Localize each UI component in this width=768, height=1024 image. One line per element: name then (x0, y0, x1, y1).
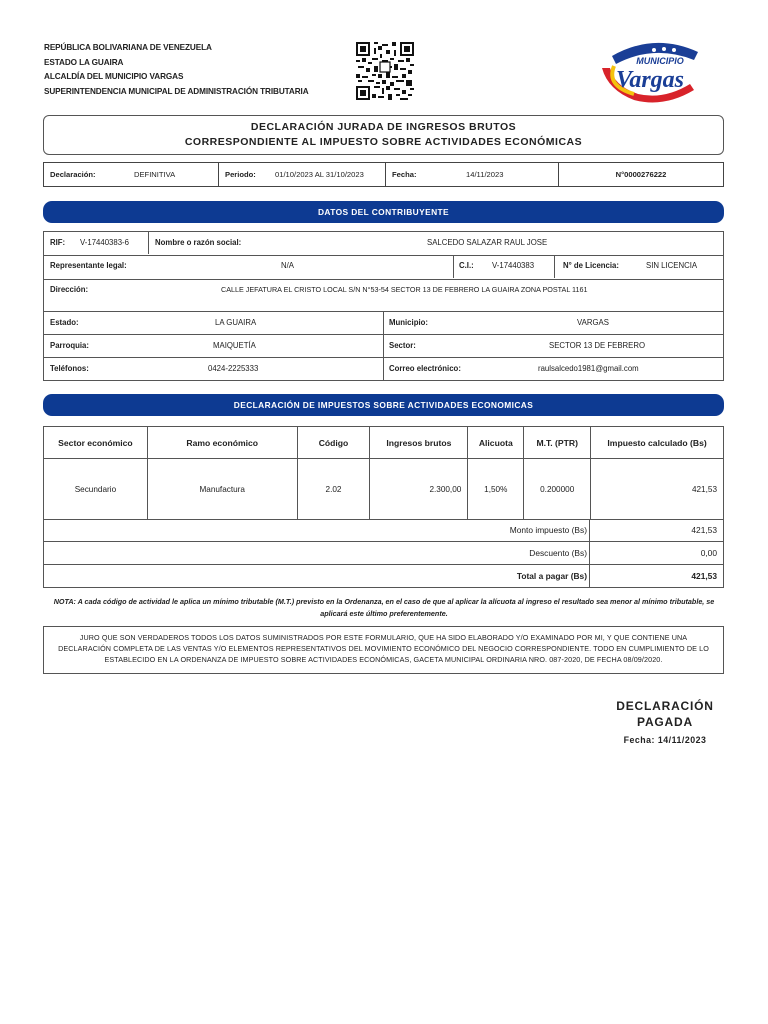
municipio-label: Municipio: (389, 318, 428, 327)
table-cell: 0.200000 (524, 459, 591, 520)
numero-declaracion: N°0000276222 (615, 170, 667, 179)
logo-vargas-text: Vargas (615, 67, 685, 93)
estado-pago-line-2: PAGADA (637, 715, 693, 729)
issuer-header (44, 41, 309, 99)
declaracion-juramento: JURO QUE SON VERDADEROS TODOS LOS DATOS SUMINISTRADOS POR ESTE FORMULARIO, QUE HA SIDO ELABORADO Y/O EXAMINADO POR MI, Y QUE CONTIENE UNA DECLARACIÓN COMPLETA DE LAS VENTAS Y/O ELEMENTOS REPRESENTATIVOS DEL MOVIMIENTO ECONÓMICO DEL NEGOCIO CORRESPONDIENTE. TODO EN CUMPLIMIENTO DE LO ESTABLECIDO EN LA ORDENANZA DE IMPUESTO SOBRE ACTIVIDADES ECONÓMICAS, GACETA MUNICIPAL ORDINARIA NRO. 087-2020, DE FECHA 08/09/2020. (43, 626, 724, 674)
table-cell: 421,53 (591, 459, 724, 520)
monto-impuesto-row (43, 519, 724, 542)
logo-municipio-text: MUNICIPIO (636, 56, 684, 66)
descuento-label: Descuento (Bs) (529, 548, 587, 558)
ci-value: V-17440383 (492, 261, 535, 270)
col-header: Ingresos brutos (370, 427, 468, 459)
total-pagar-row (43, 565, 724, 588)
table-cell: 2.02 (297, 459, 370, 520)
correo-value: raulsalcedo1981@gmail.com (538, 364, 639, 373)
contribuyente-grid (43, 231, 724, 312)
section-band-impuestos: DECLARACIÓN DE IMPUESTOS SOBRE ACTIVIDADES ECONOMICAS (43, 394, 724, 416)
col-header: Impuesto calculado (Bs) (591, 427, 724, 459)
estado-pago (610, 698, 720, 730)
nombre-value: SALCEDO SALAZAR RAUL JOSE (427, 238, 548, 247)
table-cell: 2.300,00 (370, 459, 468, 520)
periodo-cell (219, 163, 386, 186)
sector-label: Sector: (389, 341, 416, 350)
monto-impuesto-value: 421,53 (691, 525, 717, 535)
rif-label: RIF: (50, 238, 66, 247)
document-title (43, 115, 724, 155)
col-header: Código (297, 427, 370, 459)
telefonos-value: 0424-2225333 (208, 364, 259, 373)
actividades-table (43, 426, 724, 520)
fecha-value: 14/11/2023 (466, 170, 504, 179)
licencia-value: SIN LICENCIA (646, 261, 698, 270)
table-cell: Manufactura (147, 459, 297, 520)
title-line-2: CORRESPONDIENTE AL IMPUESTO SOBRE ACTIVIDADES ECONÓMICAS (184, 136, 583, 148)
descuento-value: 0,00 (700, 548, 717, 558)
sector-value: SECTOR 13 DE FEBRERO (549, 341, 646, 350)
col-header: Alicuota (468, 427, 524, 459)
col-header: Sector económico (44, 427, 148, 459)
nombre-label: Nombre o razón social: (155, 238, 242, 247)
representante-label: Representante legal: (50, 261, 127, 270)
correo-label: Correo electrónico: (389, 364, 461, 373)
estado-pago-line-1: DECLARACIÓN (616, 699, 714, 713)
header-line-republica: REPÚBLICA BOLIVARIANA DE VENEZUELA (44, 43, 212, 52)
header-line-superintendencia: SUPERINTENDENCIA MUNICIPAL DE ADMINISTRACIÓN TRIBUTARIA (44, 86, 309, 96)
fecha-cell (386, 163, 559, 186)
header-line-estado: ESTADO LA GUAIRA (44, 57, 124, 67)
total-pagar-value: 421,53 (691, 571, 717, 581)
periodo-label: Periodo: (225, 170, 256, 179)
total-pagar-label: Total a pagar (Bs) (516, 571, 587, 581)
header-line-alcaldia: ALCALDÍA DEL MUNICIPIO VARGAS (44, 72, 184, 82)
municipio-value: VARGAS (577, 318, 609, 327)
parroquia-label: Parroquia: (50, 341, 89, 350)
table-cell: 1,50% (468, 459, 524, 520)
qr-code (356, 42, 414, 100)
ubicacion-grid (43, 312, 724, 381)
representante-value: N/A (281, 261, 294, 270)
periodo-value: 01/10/2023 AL 31/10/2023 (275, 170, 364, 179)
direccion-label: Dirección: (50, 285, 89, 294)
municipio-vargas-logo (594, 38, 706, 106)
estado-label: Estado: (50, 318, 79, 327)
table-header-row (44, 427, 724, 459)
table-row (44, 459, 724, 520)
parroquia-value: MAIQUETÍA (213, 341, 256, 350)
title-line-1: DECLARACIÓN JURADA DE INGRESOS BRUTOS (250, 121, 517, 133)
declaracion-value: DEFINITIVA (134, 170, 176, 179)
estado-value: LA GUAIRA (215, 318, 257, 327)
col-header: M.T. (PTR) (524, 427, 591, 459)
fecha-label: Fecha: (392, 170, 417, 179)
licencia-label: N° de Licencia: (563, 261, 619, 270)
declaration-info-row (43, 162, 724, 187)
col-header: Ramo económico (147, 427, 297, 459)
telefonos-label: Teléfonos: (50, 364, 89, 373)
declaracion-label: Declaración: (50, 170, 96, 179)
section-band-contribuyente: DATOS DEL CONTRIBUYENTE (43, 201, 724, 223)
monto-impuesto-label: Monto impuesto (Bs) (509, 525, 587, 535)
declaracion-cell (44, 163, 219, 186)
fecha-pago: Fecha: 14/11/2023 (623, 735, 707, 745)
descuento-row (43, 542, 724, 565)
ci-label: C.I.: (459, 261, 474, 270)
direccion-value: CALLE JEFATURA EL CRISTO LOCAL S/N N°53-54 SECTOR 13 DE FEBRERO LA GUAIRA ZONA POSTAL 1161 (221, 285, 588, 294)
nota-minimo-tributable: NOTA: A cada código de actividad le aplica un mínimo tributable (M.T.) previsto en la Ordenanza, en el caso de que al aplicar la alícuota al ingreso el resultado sea menor al mínimo tributable, se aplicará este último preferentemente. (53, 597, 715, 618)
table-cell: Secundario (44, 459, 148, 520)
rif-value: V-17440383-6 (80, 238, 129, 247)
